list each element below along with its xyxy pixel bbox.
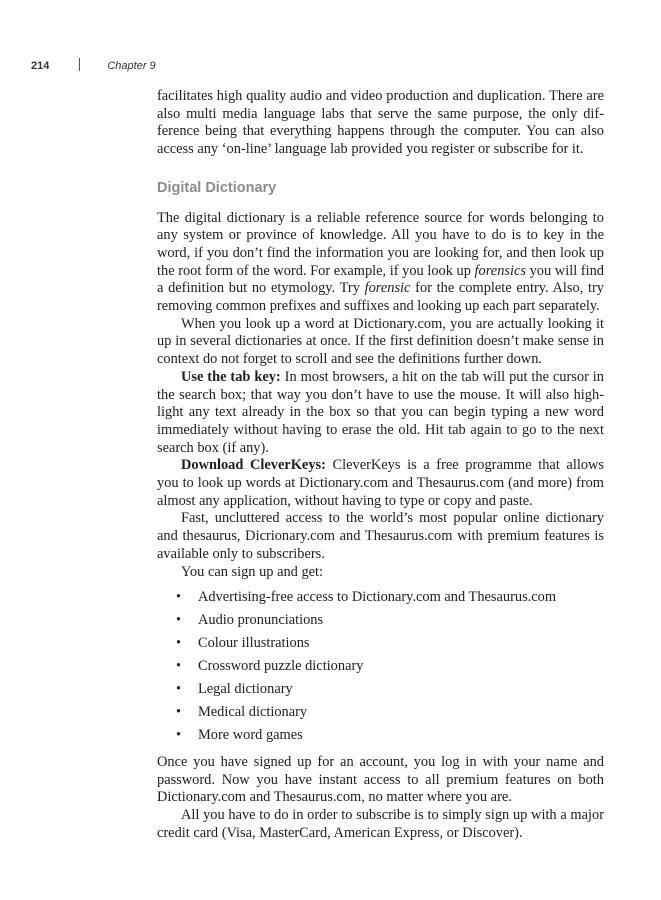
tip-label-cleverkeys: Download CleverKeys: [181, 457, 326, 474]
text-run: The digital dictionary is a reliable reference source for words belonging to any system or province of knowledge. All you have to do is to key in the word, if you don’t find the information you are looking for, and then look up the root form of the word. For example, if you look up [157, 209, 604, 279]
emphasis-forensics: forensics [474, 262, 526, 279]
chapter-label: Chapter 9 [107, 60, 156, 72]
tip-text: CleverKeys is a free programme that allows you to look up words at Dictionary.com and Thesaurus.com (and more) from almost any application, without having to type or copy and paste. [157, 457, 605, 509]
paragraph-account: Once you have signed up for an account, you log in with your name and password. Now you have instant access to all premium features on both Dictionary.com and Thesaurus.com, no matter where you are. [157, 753, 604, 806]
paragraph-tab-key [157, 369, 604, 458]
tip-text: In most browsers, a hit on the tab will put the cursor in the search box; that way you don’t have to use the mouse. It will also highlight any text already in the box so that you can begin typing a new word immediately without having to erase the old. Hit tab again to go to the next search box (if any). [157, 368, 604, 456]
paragraph-dictionary-com: When you look up a word at Dictionary.com, you are actually looking it up in several dictionaries at once. If the first definition doesn’t make sense in context do not forget to scroll and see the definitions further down. [157, 315, 604, 368]
emphasis-forensic: forensic [364, 280, 411, 297]
list-item: • Medical dictionary [157, 704, 604, 722]
text-run: for the complete entry. Also, try removing common prefixes and suffixes and looking up each part separately. [157, 280, 604, 315]
header-divider [79, 58, 80, 71]
page-number: 214 [31, 60, 50, 72]
list-item: • Colour illustrations [157, 635, 604, 653]
intro-paragraph: facilitates high quality audio and video production and duplication. There are also multi media language labs that serve the same purpose, the only difference being that everything happens through the computer. You can also access any ‘on-line’ language lab provided you register or subscribe for it. [157, 88, 604, 158]
section-heading: Digital Dictionary [157, 179, 277, 196]
paragraph-digital-dictionary [157, 210, 604, 316]
text-run: you will find a definition but no etymology. Try [157, 262, 604, 297]
list-item: • Legal dictionary [157, 681, 604, 699]
list-item: • Crossword puzzle dictionary [157, 658, 604, 676]
paragraph-sign-up: You can sign up and get: [181, 563, 324, 580]
paragraph-premium-access: Fast, uncluttered access to the world’s most popular online dictionary and thesaurus, Dicrionary.com and Thesaurus.com with premium features is available only to subscribers. [157, 510, 604, 562]
tip-label-tab-key: Use the tab key: [181, 368, 281, 385]
paragraph-cleverkeys [157, 457, 604, 510]
feature-list [157, 589, 604, 745]
body-text [157, 88, 604, 843]
list-item: • Audio pronunciations [157, 612, 604, 630]
list-item: • Advertising-free access to Dictionary.com and Thesaurus.com [157, 589, 604, 607]
running-head [31, 58, 156, 72]
list-item: • More word games [157, 727, 604, 745]
paragraph-subscribe: All you have to do in order to subscribe is to simply sign up with a major credit card (Visa, MasterCard, American Express, or Discover). [157, 807, 604, 841]
